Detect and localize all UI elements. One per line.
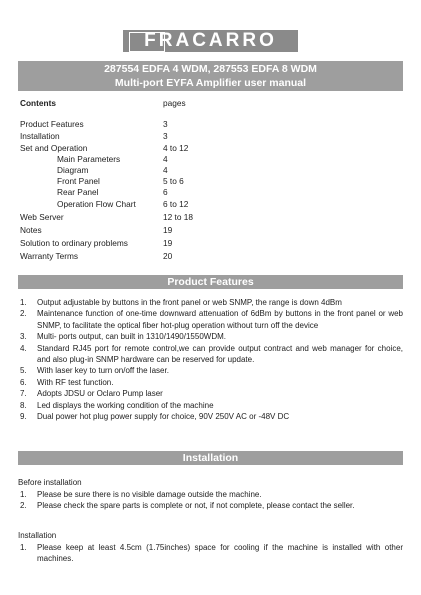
document-title-bar xyxy=(18,61,403,91)
list-item xyxy=(18,542,403,565)
toc-row xyxy=(20,154,400,165)
toc-row xyxy=(20,212,400,223)
item-number: 8. xyxy=(20,400,27,410)
toc-page: 5 to 6 xyxy=(163,176,184,186)
toc-row xyxy=(20,143,400,154)
toc-label: Solution to ordinary problems xyxy=(20,238,128,248)
toc-label: Installation xyxy=(20,131,60,141)
item-text: Please check the spare parts is complete or not, if not complete, please contact the seller. xyxy=(37,501,355,511)
logo-text: FRACARRO xyxy=(144,30,277,51)
toc-page: 4 xyxy=(163,154,168,164)
title-line-2: Multi-port EYFA Amplifier user manual xyxy=(114,77,307,89)
title-line-1: 287554 EDFA 4 WDM, 287553 EDFA 8 WDM xyxy=(104,63,317,75)
item-text: Adopts JDSU or Oclaro Pump laser xyxy=(37,389,163,399)
toc-page: 3 xyxy=(163,119,168,129)
list-item xyxy=(18,377,403,388)
toc-label: Operation Flow Chart xyxy=(57,199,136,209)
toc-page: 12 to 18 xyxy=(163,212,193,222)
toc-heading: Contents xyxy=(20,98,56,108)
item-text: Dual power hot plug power supply for choice, 90V 250V AC or -48V DC xyxy=(37,412,290,422)
before-installation-list xyxy=(18,489,403,512)
toc-label: Warranty Terms xyxy=(20,251,79,261)
toc-page: 6 to 12 xyxy=(163,199,189,209)
list-item xyxy=(18,297,403,308)
installation-subheading: Installation xyxy=(18,531,57,540)
toc-page: 19 xyxy=(163,225,173,235)
toc-row xyxy=(20,187,400,198)
item-text: With RF test function. xyxy=(37,377,114,387)
toc-row xyxy=(20,225,400,236)
list-item xyxy=(18,489,403,500)
item-text: Please be sure there is no visible damage outside the machine. xyxy=(37,490,262,499)
item-number: 1. xyxy=(20,543,27,552)
toc-page: 3 xyxy=(163,131,168,141)
item-number: 1. xyxy=(20,298,27,307)
item-number: 7. xyxy=(20,389,27,399)
toc-row xyxy=(20,199,400,210)
toc-label: Web Server xyxy=(20,212,64,222)
item-text: With laser key to turn on/off the laser. xyxy=(37,366,169,376)
item-text: Please keep at least 4.5cm (1.75inches) space for cooling if the machine is installed with other machines. xyxy=(37,543,403,564)
toc-row xyxy=(20,238,400,249)
toc-row xyxy=(20,251,400,262)
toc-page: 4 xyxy=(163,165,168,175)
item-text: Maintenance function of one-time downward attenuation of 6dBm by buttons in the front panel or web SNMP, to facilitate the optical fiber hot-plug operation without turn off the device xyxy=(37,309,403,330)
toc-label: Product Features xyxy=(20,119,84,129)
before-installation-heading: Before installation xyxy=(18,478,82,487)
installation-list xyxy=(18,542,403,565)
item-number: 1. xyxy=(20,490,27,499)
toc-label: Main Parameters xyxy=(57,154,121,164)
list-item xyxy=(18,343,403,366)
toc-page: 19 xyxy=(163,238,173,248)
toc-row xyxy=(20,131,400,142)
list-item xyxy=(18,500,403,511)
item-text: Standard RJ45 port for remote control,we can provide output contract and web manager for choice, and also plug-in SNMP hardware can be reserved for update. xyxy=(37,343,403,365)
item-text: Multi- ports output, can built in 1310/1490/1550WDM. xyxy=(37,332,226,342)
list-item xyxy=(18,331,403,342)
toc-label: Diagram xyxy=(57,165,89,175)
fracarro-logo xyxy=(123,30,298,52)
product-features-heading: Product Features xyxy=(18,275,403,289)
toc-page: 6 xyxy=(163,187,168,197)
toc-label: Rear Panel xyxy=(57,187,99,197)
list-item xyxy=(18,308,403,331)
item-number: 3. xyxy=(20,332,27,342)
item-text: Output adjustable by buttons in the front panel or web SNMP, the range is down 4dBm xyxy=(37,298,342,307)
list-item xyxy=(18,400,403,411)
item-number: 9. xyxy=(20,412,27,422)
item-number: 2. xyxy=(20,309,27,319)
toc-row xyxy=(20,176,400,187)
toc-page: 20 xyxy=(163,251,173,261)
product-features-list xyxy=(18,297,403,422)
item-number: 6. xyxy=(20,377,27,387)
list-item xyxy=(18,388,403,399)
toc-label: Notes xyxy=(20,225,42,235)
item-number: 2. xyxy=(20,501,27,511)
toc-label: Set and Operation xyxy=(20,143,88,153)
toc-page: 4 to 12 xyxy=(163,143,189,153)
toc-header-row xyxy=(20,98,400,109)
item-number: 4. xyxy=(20,343,27,353)
item-number: 5. xyxy=(20,366,27,376)
installation-heading: Installation xyxy=(18,451,403,465)
toc-row xyxy=(20,119,400,130)
toc-pages-heading: pages xyxy=(163,98,186,108)
list-item xyxy=(18,365,403,376)
list-item xyxy=(18,411,403,422)
toc-label: Front Panel xyxy=(57,176,100,186)
toc-row xyxy=(20,165,400,176)
item-text: Led displays the working condition of the machine xyxy=(37,400,214,410)
